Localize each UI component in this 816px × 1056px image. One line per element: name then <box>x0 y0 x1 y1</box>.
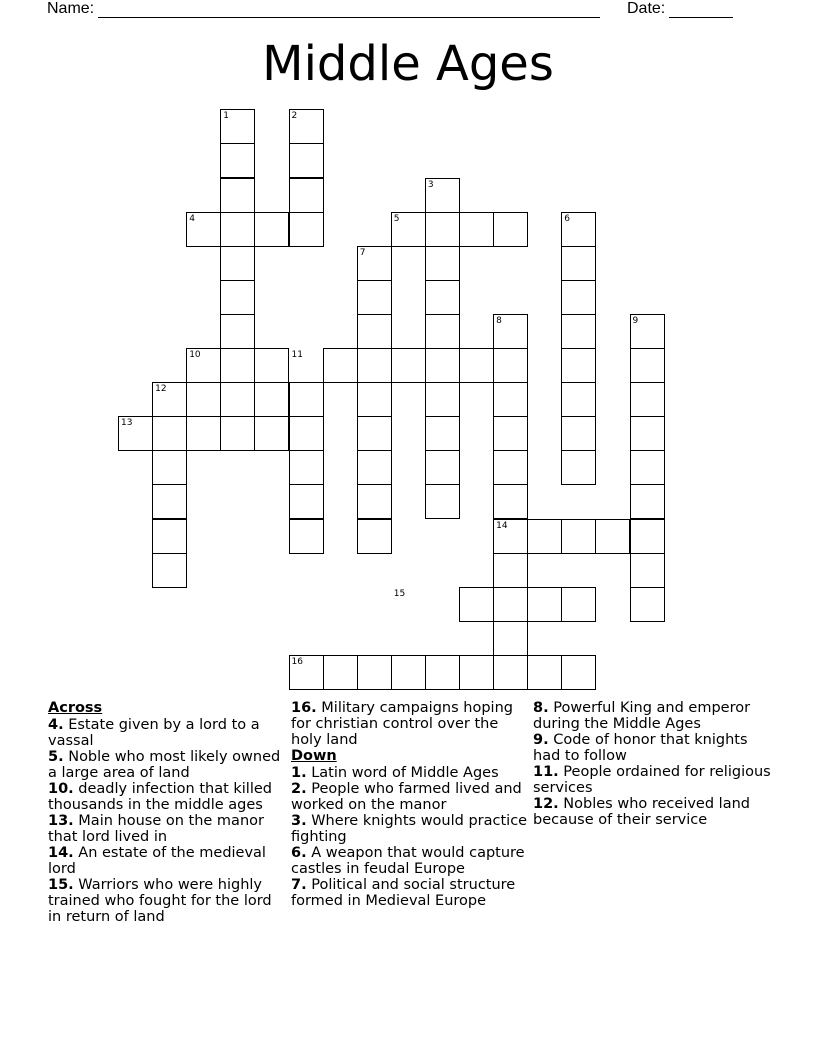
clue-item <box>48 781 288 813</box>
clue-number: 16 <box>291 656 303 667</box>
clue-item-text: Estate given by a lord to a vassal <box>48 717 260 749</box>
clue-number: 14 <box>496 520 508 531</box>
grid-cell[interactable] <box>527 655 562 690</box>
grid-cell[interactable] <box>152 553 187 588</box>
grid-cell[interactable] <box>630 587 665 622</box>
grid-cell[interactable] <box>493 212 528 247</box>
grid-cell[interactable] <box>425 246 460 281</box>
grid-cell[interactable] <box>630 348 665 383</box>
clue-item-text: A weapon that would capture castles in feudal Europe <box>291 845 525 877</box>
grid-cell[interactable] <box>357 314 392 349</box>
grid-cell[interactable] <box>186 382 221 417</box>
clue-item <box>533 700 773 732</box>
grid-cell[interactable] <box>425 450 460 485</box>
clue-item-text: People who farmed lived and worked on the manor <box>291 781 522 813</box>
clue-number: 6 <box>564 213 571 224</box>
grid-cell[interactable] <box>527 587 562 622</box>
grid-cell[interactable] <box>357 655 392 690</box>
grid-cell[interactable] <box>425 280 460 315</box>
name-label: Name: <box>47 0 95 17</box>
clue-item-text: Warriors who were highly trained who fought for the lord in return of land <box>48 877 272 925</box>
grid-cell[interactable] <box>561 519 596 554</box>
grid-cell[interactable] <box>527 519 562 554</box>
grid-cell[interactable] <box>220 314 255 349</box>
clue-item <box>48 813 288 845</box>
clue-item-text: Main house on the manor that lord lived in <box>48 813 264 845</box>
clue-item <box>291 877 531 909</box>
grid-cell[interactable] <box>289 416 324 451</box>
grid-cell[interactable] <box>254 348 289 383</box>
grid-cell[interactable] <box>220 416 255 451</box>
clue-item-text: People ordained for religious services <box>533 764 771 796</box>
date-label: Date: <box>627 0 666 17</box>
clue-number: 9 <box>632 315 639 326</box>
grid-cell[interactable] <box>459 587 494 622</box>
grid-cell[interactable] <box>289 519 324 554</box>
grid-cell[interactable] <box>493 450 528 485</box>
clue-item-text: Latin word of Middle Ages <box>306 765 499 781</box>
clue-item-number: 11. <box>533 764 559 780</box>
grid-cell[interactable] <box>220 143 255 178</box>
clue-number: 4 <box>189 213 195 224</box>
clue-item <box>291 765 531 781</box>
clue-number: 10 <box>189 350 201 360</box>
grid-cell[interactable] <box>425 314 460 349</box>
grid-cell[interactable] <box>152 519 187 554</box>
grid-cell[interactable] <box>152 484 187 519</box>
clue-item <box>291 845 531 877</box>
clue-item-number: 7. <box>291 877 307 893</box>
clue-number: 12 <box>155 384 167 395</box>
grid-cell[interactable] <box>391 348 426 383</box>
grid-cell[interactable] <box>357 519 392 554</box>
grid-cell[interactable] <box>357 382 392 417</box>
grid-cell[interactable] <box>595 519 630 554</box>
grid-cell[interactable] <box>220 246 255 281</box>
clue-item-number: 9. <box>533 732 549 748</box>
page-title: Middle Ages <box>262 36 554 92</box>
clue-item-text: Powerful King and emperor during the Middle Ages <box>533 700 751 732</box>
grid-cell[interactable] <box>357 280 392 315</box>
grid-cell[interactable] <box>152 450 187 485</box>
clue-item-number: 13. <box>48 813 74 829</box>
clue-item-number: 1. <box>291 765 307 781</box>
clues-heading: Across <box>48 700 103 716</box>
grid-cell[interactable] <box>630 416 665 451</box>
grid-cell[interactable] <box>254 382 289 417</box>
clue-number: 7 <box>359 247 366 258</box>
clue-item-text: deadly infection that killed thousands in the middle ages <box>48 781 272 813</box>
grid-cell[interactable] <box>357 416 392 451</box>
clues-column-3 <box>533 700 773 828</box>
clue-item <box>291 781 531 813</box>
grid-cell[interactable] <box>220 348 255 383</box>
clue-number: 13 <box>121 418 133 429</box>
grid-cell[interactable] <box>630 382 665 417</box>
grid-cell[interactable] <box>561 450 596 485</box>
grid-cell[interactable] <box>186 416 221 451</box>
clue-item-number: 14. <box>48 845 74 861</box>
grid-cell[interactable] <box>493 587 528 622</box>
grid-cell[interactable] <box>357 450 392 485</box>
clue-item-text: Political and social structure formed in Medieval Europe <box>291 877 516 909</box>
grid-cell[interactable] <box>425 655 460 690</box>
grid-cell[interactable] <box>425 484 460 519</box>
clue-item-number: 2. <box>291 781 307 797</box>
grid-cell[interactable] <box>220 212 255 247</box>
clue-item-number: 16. <box>291 700 317 716</box>
clue-item-text: Military campaigns hoping for christian control over the holy land <box>291 700 513 748</box>
grid-cell[interactable] <box>289 450 324 485</box>
clue-item-number: 4. <box>48 717 64 733</box>
grid-cell[interactable] <box>561 382 596 417</box>
clue-item <box>291 700 531 748</box>
clue-item <box>533 796 773 828</box>
clue-item-text: Noble who most likely owned a large area of land <box>48 749 281 781</box>
grid-cell[interactable] <box>289 484 324 519</box>
grid-cell[interactable] <box>152 416 187 451</box>
clue-number: 5 <box>393 213 400 224</box>
clue-item-text: Code of honor that knights had to follow <box>533 732 748 764</box>
clue-item-number: 8. <box>533 700 549 716</box>
clue-item-text: Nobles who received land because of their service <box>533 796 750 828</box>
grid-cell[interactable] <box>630 519 665 554</box>
grid-cell[interactable] <box>630 450 665 485</box>
clue-item-text: Where knights would practice fighting <box>291 813 528 845</box>
grid-cell[interactable] <box>391 655 426 690</box>
grid-cell[interactable] <box>459 348 494 383</box>
clue-item-number: 6. <box>291 845 307 861</box>
grid-cell[interactable] <box>323 655 358 690</box>
grid-cell[interactable] <box>561 246 596 281</box>
grid-cell[interactable] <box>493 348 528 383</box>
grid-cell[interactable] <box>425 416 460 451</box>
grid-cell[interactable] <box>220 178 255 213</box>
grid-cell[interactable] <box>289 178 324 213</box>
grid-cell[interactable] <box>493 553 528 588</box>
clue-item-text: An estate of the medieval lord <box>48 845 266 877</box>
grid-cell[interactable] <box>289 382 324 417</box>
grid-cell[interactable] <box>289 212 324 247</box>
grid-cell[interactable] <box>630 553 665 588</box>
clue-item <box>533 732 773 764</box>
clue-item <box>533 764 773 796</box>
clue-item-number: 10. <box>48 781 74 797</box>
clue-number: 8 <box>496 315 502 326</box>
grid-cell[interactable] <box>425 348 460 383</box>
clue-item <box>48 717 288 749</box>
grid-cell[interactable] <box>220 280 255 315</box>
grid-cell[interactable] <box>493 382 528 417</box>
clues-column-1 <box>48 700 288 925</box>
clues-heading: Down <box>291 748 337 764</box>
grid-cell[interactable] <box>561 416 596 451</box>
grid-cell[interactable] <box>459 212 494 247</box>
grid-cell[interactable] <box>220 382 255 417</box>
clue-number: 11 <box>291 350 303 360</box>
clue-number: 3 <box>427 179 434 190</box>
clue-item <box>48 877 288 925</box>
grid-cell[interactable] <box>561 314 596 349</box>
clue-item <box>291 813 531 845</box>
grid-cell[interactable] <box>561 280 596 315</box>
grid-cell[interactable] <box>493 655 528 690</box>
clue-number: 1 <box>223 111 230 122</box>
grid-cell[interactable] <box>493 416 528 451</box>
clue-item <box>48 845 288 877</box>
grid-cell[interactable] <box>323 348 358 383</box>
clues-column-2 <box>291 700 531 909</box>
grid-cell[interactable] <box>254 416 289 451</box>
grid-cell[interactable] <box>561 655 596 690</box>
clue-number: 15 <box>393 588 406 599</box>
grid-cell[interactable] <box>425 212 460 247</box>
grid-cell[interactable] <box>493 621 528 656</box>
grid-cell[interactable] <box>493 484 528 519</box>
grid-cell[interactable] <box>561 348 596 383</box>
grid-cell[interactable] <box>459 655 494 690</box>
grid-cell[interactable] <box>357 484 392 519</box>
grid-cell[interactable] <box>254 212 289 247</box>
clue-number: 2 <box>291 111 298 122</box>
grid-cell[interactable] <box>425 382 460 417</box>
clue-item-number: 3. <box>291 813 307 829</box>
grid-cell[interactable] <box>561 587 596 622</box>
grid-cell[interactable] <box>289 143 324 178</box>
clue-item-number: 5. <box>48 749 64 765</box>
grid-cell[interactable] <box>630 484 665 519</box>
clue-item <box>48 749 288 781</box>
clue-item-number: 12. <box>533 796 559 812</box>
clue-item-number: 15. <box>48 877 74 893</box>
grid-cell[interactable] <box>357 348 392 383</box>
